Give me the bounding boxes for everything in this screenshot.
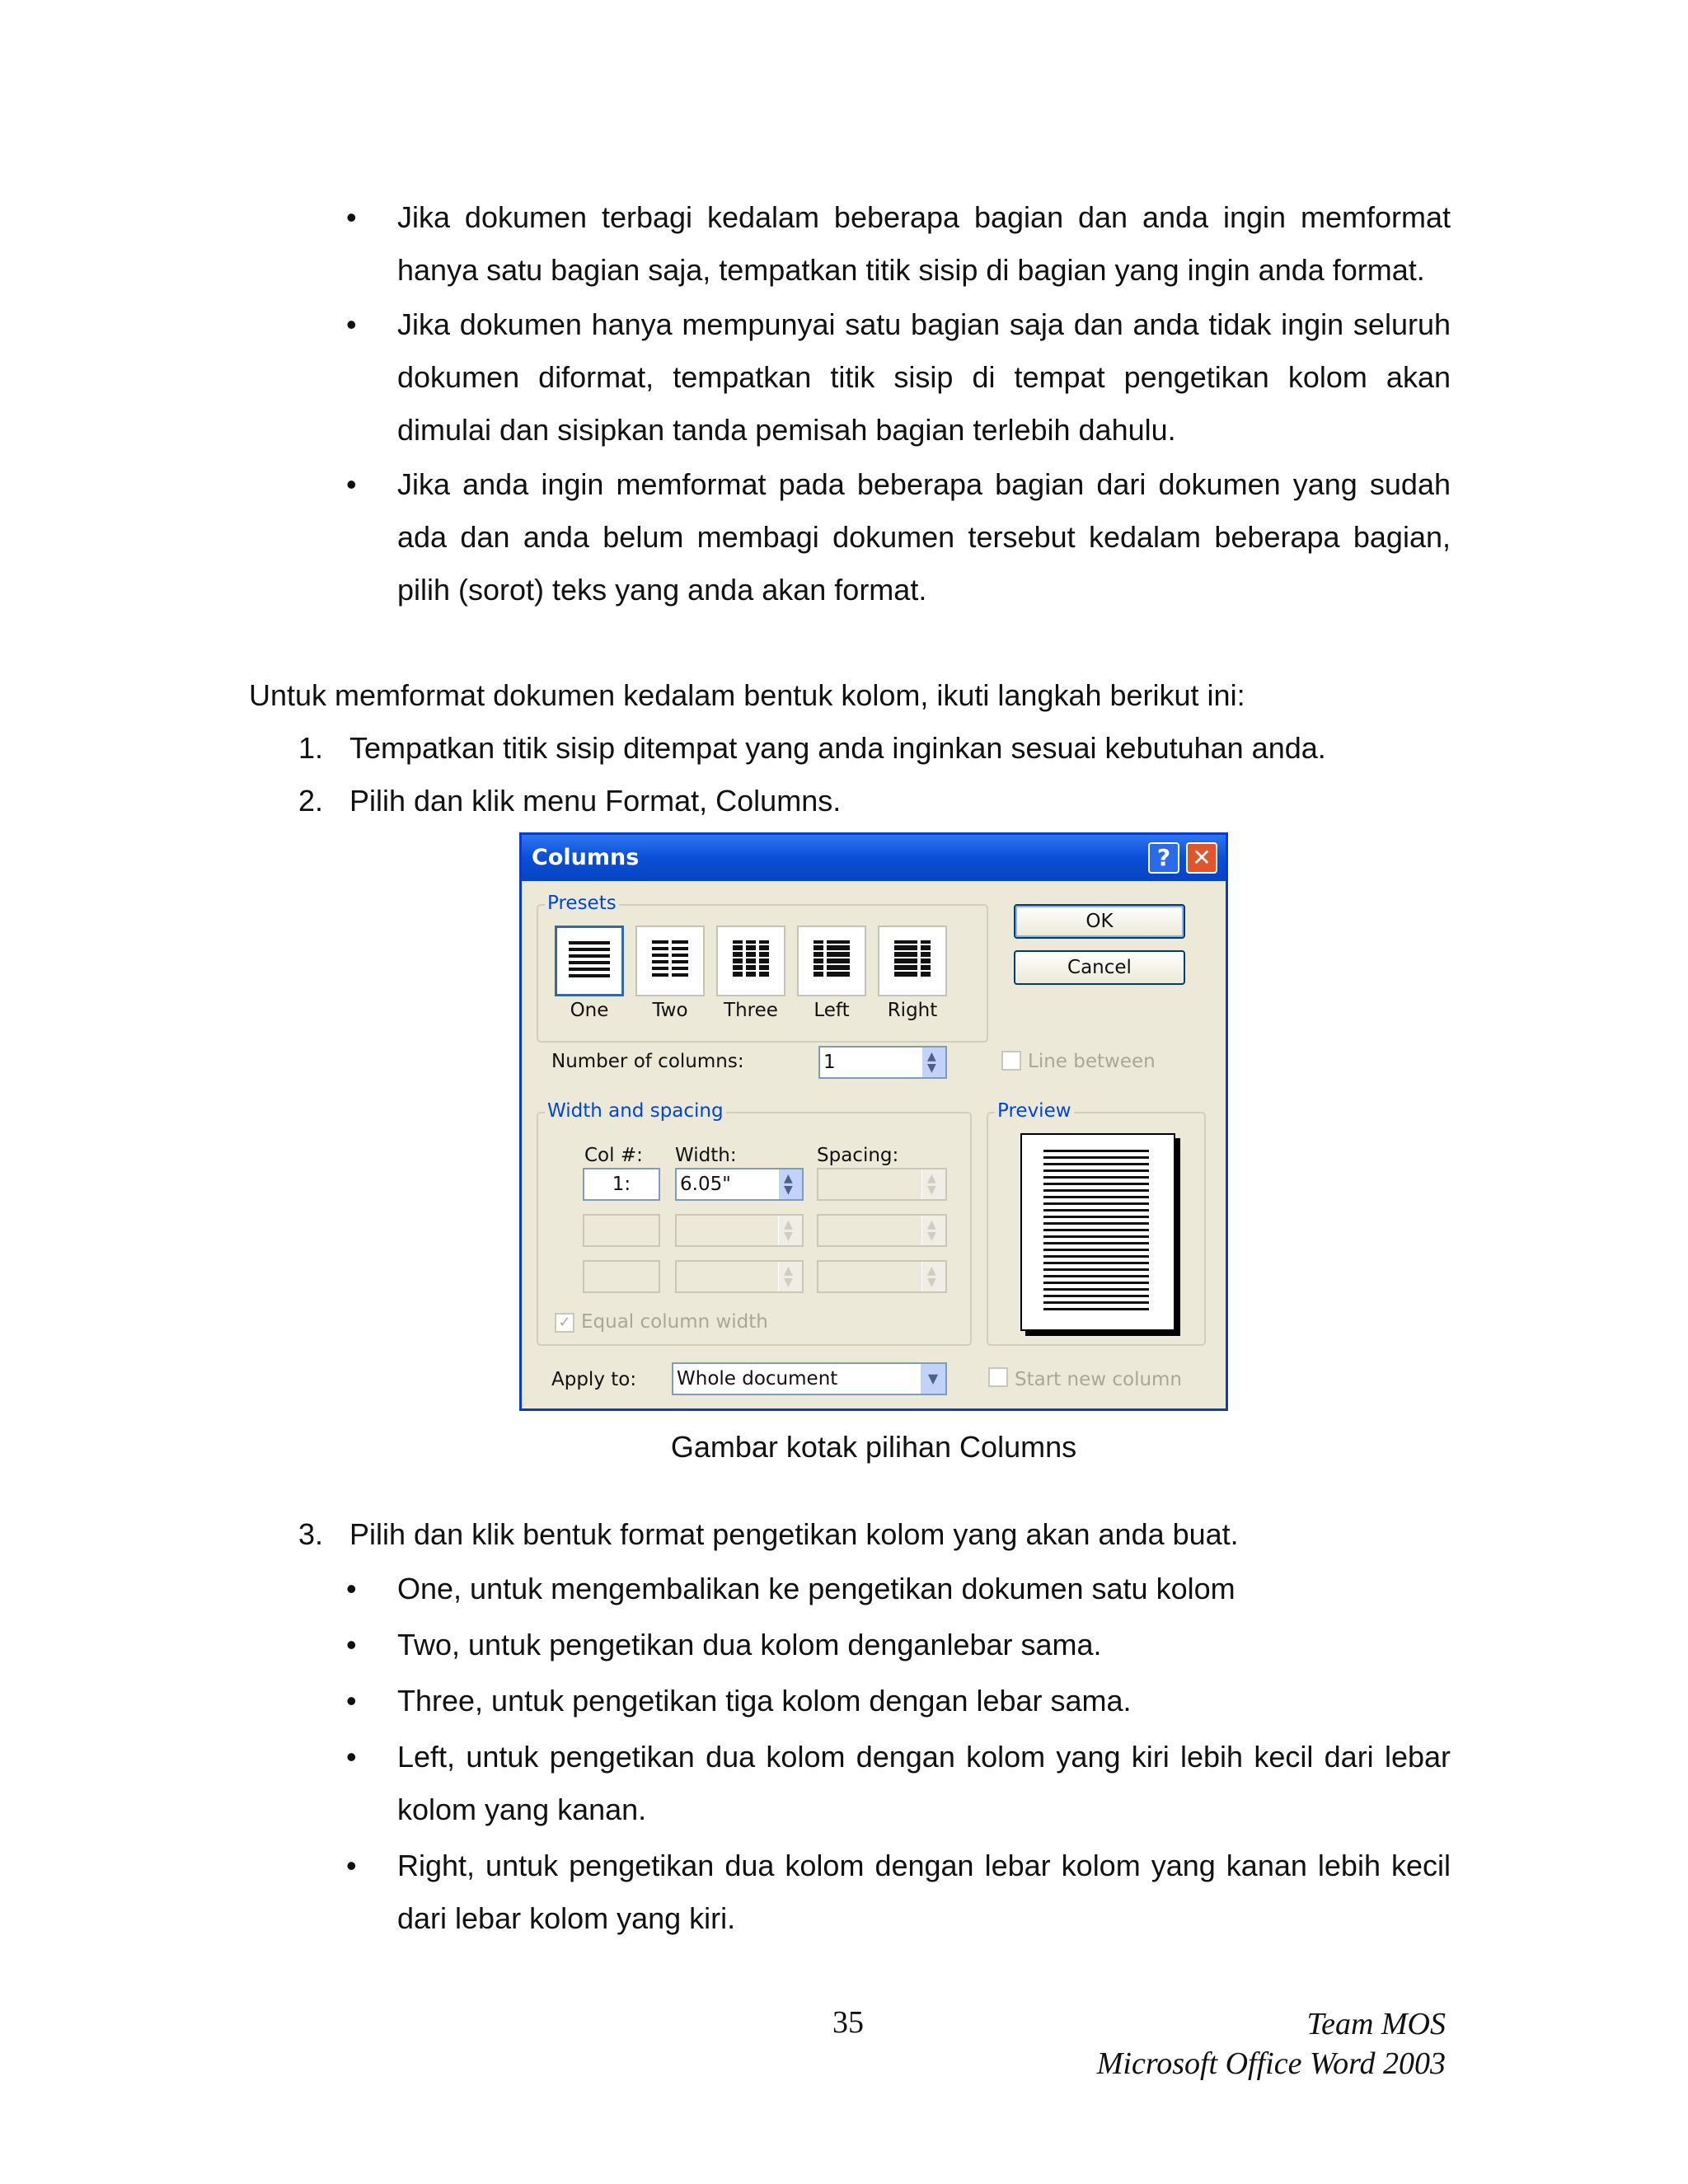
bullet-icon: • <box>346 1572 357 1605</box>
chevron-down-icon[interactable]: ▼ <box>921 1364 945 1394</box>
preset-one-label: One <box>570 1000 609 1021</box>
right-column-icon <box>879 927 945 995</box>
footer-product: Microsoft Office Word 2003 <box>1096 2046 1446 2081</box>
two-columns-icon <box>637 927 703 995</box>
preview-text-lines <box>1022 1135 1174 1329</box>
apply-to-label: Apply to: <box>551 1369 637 1390</box>
preset-two-button[interactable] <box>635 926 705 996</box>
footer-team: Team MOS <box>1306 2007 1446 2041</box>
preview-label: Preview <box>995 1100 1074 1122</box>
column-width-field[interactable]: ▲ ▼ <box>675 1260 804 1293</box>
intro-paragraph: Untuk memformat dokumen kedalam bentuk kolom, ikuti langkah berikut ini: <box>249 678 1245 712</box>
dialog-title: Columns <box>532 845 640 870</box>
list-item: • One, untuk mengembalikan ke pengetikan dokumen satu kolom <box>346 1563 1451 1615</box>
width-spacing-label: Width and spacing <box>545 1100 726 1122</box>
bullet-list-bottom <box>346 1563 1451 1948</box>
col-number-field: 1: <box>583 1168 660 1201</box>
start-new-column-checkbox[interactable] <box>988 1367 1008 1387</box>
preset-right-label: Right <box>887 1000 938 1021</box>
line-between-label: Line between <box>1028 1051 1156 1072</box>
step-item: 1. Tempatkan titik sisip ditempat yang anda inginkan sesuai kebutuhan anda. <box>298 731 1326 765</box>
bullet-icon: • <box>346 1740 357 1774</box>
preset-one-button[interactable] <box>555 926 624 996</box>
steps-list <box>298 722 1326 827</box>
preset-left-label: Left <box>814 1000 850 1021</box>
line-between-checkbox[interactable] <box>1001 1051 1021 1071</box>
presets-label: Presets <box>545 893 619 914</box>
column-width-spinner[interactable]: ▲ ▼ <box>778 1169 802 1199</box>
ok-button[interactable]: OK <box>1014 904 1185 939</box>
list-item: • Left, untuk pengetikan dua kolom dengan kolom yang kiri lebih kecil dari lebar kolom yang kanan. <box>346 1731 1451 1836</box>
list-item: • Three, untuk pengetikan tiga kolom dengan lebar sama. <box>346 1675 1451 1727</box>
spacing-header: Spacing: <box>817 1145 899 1166</box>
preset-three-label: Three <box>724 1000 778 1021</box>
step-item: 2. Pilih dan klik menu Format, Columns. <box>298 784 842 818</box>
column-width-field[interactable]: ▲ ▼ <box>675 1214 804 1247</box>
list-item: • Jika anda ingin memformat pada beberapa bagian dari dokumen yang sudah ada dan anda belum membagi dokumen tersebut kedalam beberapa bagian, pilih (sorot) teks yang anda akan format. <box>346 458 1451 616</box>
columns-dialog <box>519 832 1228 1411</box>
spacing-field[interactable]: ▲ ▼ <box>817 1168 947 1201</box>
list-item: • Right, untuk pengetikan dua kolom dengan lebar kolom yang kanan lebih kecil dari lebar kolom yang kiri. <box>346 1840 1451 1945</box>
three-columns-icon <box>718 927 784 995</box>
help-button[interactable]: ? <box>1148 842 1179 874</box>
bullet-icon: • <box>346 1628 357 1661</box>
list-item: • Jika dokumen terbagi kedalam beberapa bagian dan anda ingin memformat hanya satu bagian saja, tempatkan titik sisip di bagian yang ingin anda format. <box>346 191 1451 297</box>
step-item: 3. Pilih dan klik bentuk format pengetikan kolom yang akan anda buat. <box>298 1517 1239 1551</box>
col-number-header: Col #: <box>584 1145 643 1166</box>
footer-credit <box>1097 2004 1446 2083</box>
start-new-column-label: Start new column <box>1015 1369 1183 1390</box>
preset-three-button[interactable] <box>716 926 785 996</box>
column-width-field[interactable]: 6.05" ▲ ▼ <box>675 1168 804 1201</box>
col-number-field <box>583 1214 660 1247</box>
spacing-field[interactable]: ▲ ▼ <box>817 1214 947 1247</box>
list-item: • Two, untuk pengetikan dua kolom denganlebar sama. <box>346 1619 1451 1671</box>
bullet-icon: • <box>346 1849 357 1882</box>
list-item: • Jika dokumen hanya mempunyai satu bagian saja dan anda tidak ingin seluruh dokumen diformat, tempatkan titik sisip di tempat pengetikan kolom akan dimulai dan sisipkan tanda pemisah bagian terlebih dahulu. <box>346 298 1451 457</box>
col-number-field <box>583 1260 660 1293</box>
dialog-title-bar[interactable] <box>522 835 1226 881</box>
spacing-field[interactable]: ▲ ▼ <box>817 1260 947 1293</box>
figure-caption: Gambar kotak pilihan Columns <box>670 1430 1077 1464</box>
preset-right-button[interactable] <box>878 926 947 996</box>
preset-left-button[interactable] <box>797 926 866 996</box>
apply-to-dropdown[interactable]: Whole document ▼ <box>672 1362 947 1395</box>
cancel-button[interactable]: Cancel <box>1014 950 1185 985</box>
bullet-icon: • <box>346 200 357 234</box>
page-number: 35 <box>832 2005 864 2040</box>
number-of-columns-spinner[interactable]: ▲ ▼ <box>921 1047 945 1077</box>
bullet-icon: • <box>346 307 357 341</box>
bullet-icon: • <box>346 467 357 501</box>
one-column-icon <box>557 928 621 994</box>
width-header: Width: <box>675 1145 737 1166</box>
bullet-list-top <box>346 191 1451 618</box>
preview-page <box>1020 1133 1175 1331</box>
preset-two-label: Two <box>652 1000 688 1021</box>
number-of-columns-label: Number of columns: <box>551 1051 744 1072</box>
close-button[interactable]: ✕ <box>1186 842 1217 874</box>
equal-column-width-checkbox[interactable]: ✓ <box>555 1313 574 1333</box>
equal-column-width-label: Equal column width <box>581 1311 768 1333</box>
left-column-icon <box>799 927 865 995</box>
number-of-columns-field[interactable]: 1 ▲ ▼ <box>818 1046 947 1079</box>
bullet-icon: • <box>346 1684 357 1718</box>
